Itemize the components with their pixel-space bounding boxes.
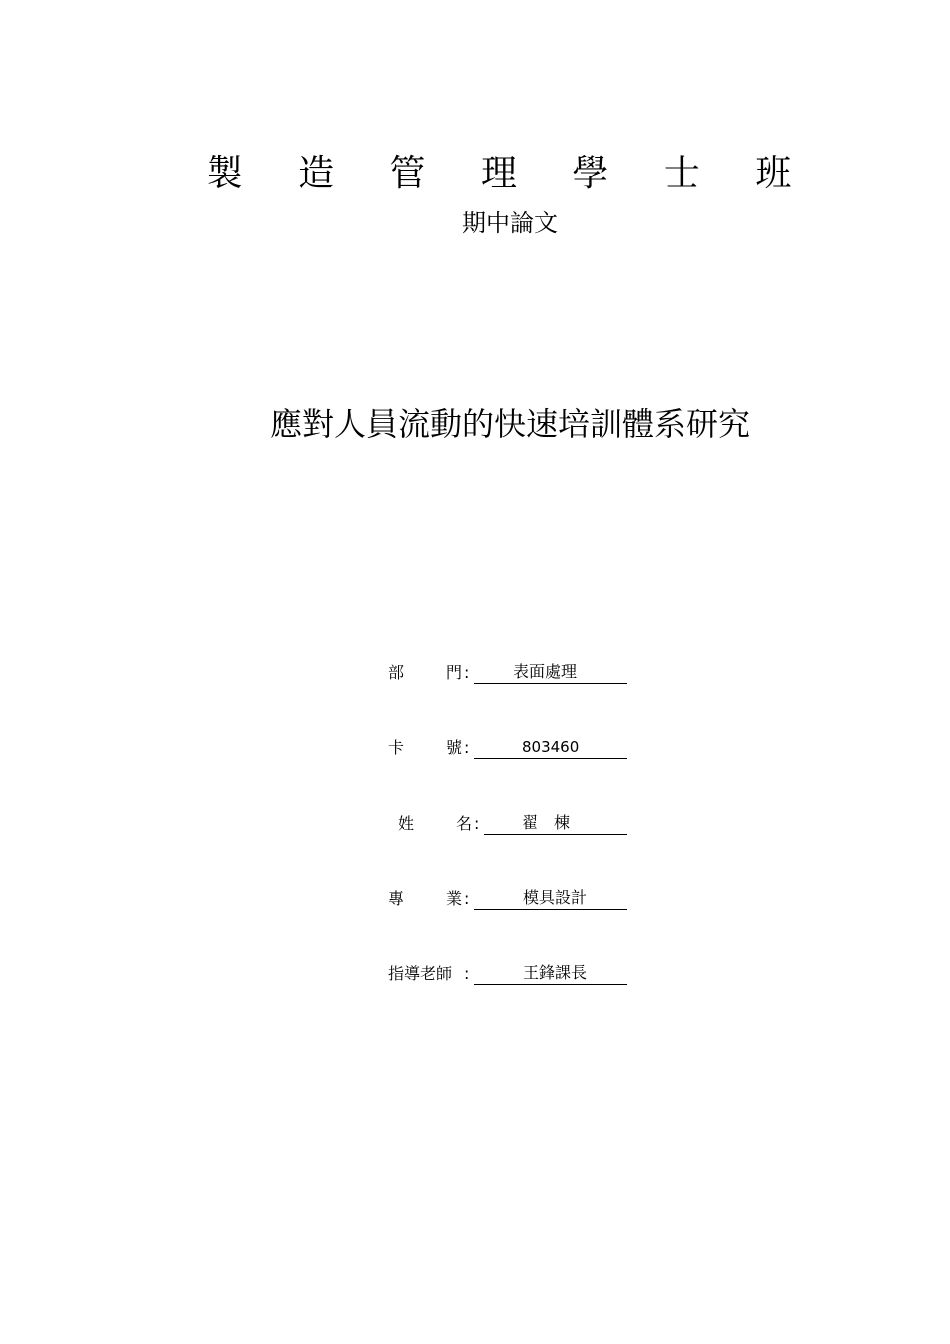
department-colon: : xyxy=(464,663,470,682)
card-number-label-char-2: 號 xyxy=(446,738,463,757)
card-number-label-char-1: 卡 xyxy=(388,738,405,757)
program-title: 製 造 管 理 學 士 班 xyxy=(206,153,814,194)
advisor-value: 王鋒課長 xyxy=(523,963,588,982)
name-row xyxy=(388,810,628,838)
department-value-field xyxy=(474,659,627,684)
name-label-char-2: 名 xyxy=(456,814,473,833)
major-row xyxy=(388,885,628,913)
department-label-char-1: 部 xyxy=(388,663,405,682)
name-colon: : xyxy=(474,814,480,833)
name-value-field xyxy=(484,810,627,835)
department-row xyxy=(388,659,628,687)
document-type: 期中論文 xyxy=(462,209,558,237)
major-colon: : xyxy=(464,889,470,908)
advisor-colon: : xyxy=(464,964,470,983)
major-value-field xyxy=(474,885,627,910)
name-value: 翟 棟 xyxy=(522,813,571,832)
card-number-row xyxy=(388,734,628,762)
major-label-char-2: 業 xyxy=(446,889,463,908)
major-label-char-1: 專 xyxy=(388,889,405,908)
thesis-title: 應對人員流動的快速培訓體系研究 xyxy=(269,405,750,443)
advisor-label: 指導老師 xyxy=(388,964,453,983)
card-number-colon: : xyxy=(464,738,470,757)
major-value: 模具設計 xyxy=(523,888,588,907)
department-value: 表面處理 xyxy=(513,662,578,681)
advisor-value-field xyxy=(474,960,627,985)
name-label-char-1: 姓 xyxy=(398,814,415,833)
card-number-value: 803460 xyxy=(522,738,580,756)
card-number-value-field xyxy=(474,734,627,759)
department-label-char-2: 門 xyxy=(446,663,463,682)
advisor-row xyxy=(388,960,628,988)
